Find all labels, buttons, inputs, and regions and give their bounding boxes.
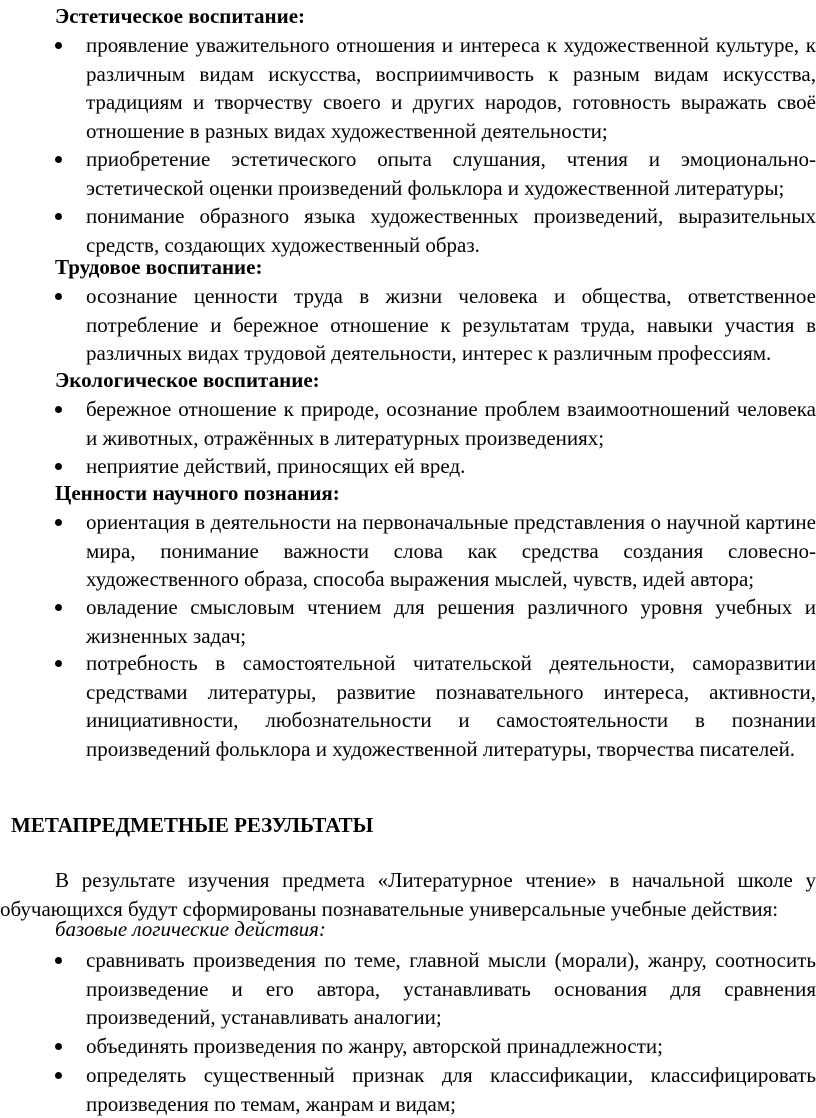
list-item-text: понимание образного языка художественных произведений, выразительных средств, создающих художественный образ. — [86, 204, 816, 257]
list-item — [55, 395, 816, 452]
page-section-title: МЕТАПРЕДМЕТНЫЕ РЕЗУЛЬТАТЫ — [11, 813, 374, 837]
section-heading-ecology: Экологическое воспитание: — [55, 368, 320, 392]
list-item — [55, 282, 816, 368]
bullet-icon — [55, 1072, 62, 1079]
bullet-icon — [55, 660, 62, 667]
list-item-text: приобретение эстетического опыта слушания, чтения и эмоционально-эстетической оценки произведений фольклора и художественной литературы; — [86, 147, 816, 200]
list-item-text: неприятие действий, приносящих ей вред. — [86, 454, 466, 478]
bullet-icon — [55, 1043, 62, 1050]
bullet-icon — [55, 957, 62, 964]
list-item-text: потребность в самостоятельной читательской деятельности, саморазвитии средствами литературы, развитие познавательного интереса, активности, инициативности, любознательности и самостоятельности в познании произведений фольклора и художественной литературы, творчества писателей. — [86, 651, 816, 761]
bullet-icon — [55, 406, 62, 413]
list-item — [55, 593, 816, 650]
bullet-icon — [55, 213, 62, 220]
bullet-icon — [55, 519, 62, 526]
intro-paragraph: В результате изучения предмета «Литературное чтение» в начальной школе у обучающихся будут сформированы познавательные универсальные учебные действия: — [0, 868, 816, 921]
list-item — [55, 202, 816, 259]
list-item-text: проявление уважительного отношения и интереса к художественной культуре, к различным видам искусства, восприимчивость к разным видам искусства, традициям и творчеству своего и других народов, готовность выражать своё отношение в разных видах художественной деятельности; — [86, 33, 816, 143]
list-item-text: объединять произведения по жанру, авторской принадлежности; — [86, 1034, 663, 1058]
bullet-icon — [55, 604, 62, 611]
list-item — [55, 1032, 816, 1061]
list-item-text: ориентация в деятельности на первоначальные представления о научной картине мира, понимание важности слова как средства создания словесно-художественного образа, способа выражения мыслей, чувств, идей автора; — [86, 510, 816, 592]
subheading-logical-actions: базовые логические действия: — [55, 917, 326, 941]
bullet-icon — [55, 293, 62, 300]
section-heading-aesthetic: Эстетическое воспитание: — [55, 4, 306, 28]
list-item — [55, 649, 816, 763]
list-item-text: бережное отношение к природе, осознание проблем взаимоотношений человека и животных, отражённых в литературных произведениях; — [86, 397, 816, 450]
list-item-text: овладение смысловым чтением для решения различного уровня учебных и жизненных задач; — [86, 595, 816, 648]
list-item — [55, 946, 816, 1032]
bullet-icon — [55, 463, 62, 470]
list-item-text: сравнивать произведения по теме, главной мысли (морали), жанру, соотносить произведение и его автора, устанавливать основания для сравнения произведений, устанавливать аналогии; — [86, 948, 816, 1030]
list-item — [55, 145, 816, 202]
list-item — [55, 31, 816, 145]
list-item — [55, 452, 816, 481]
bullet-icon — [55, 156, 62, 163]
section-heading-science: Ценности научного познания: — [55, 481, 340, 505]
bullet-icon — [55, 42, 62, 49]
section-heading-labor: Трудовое воспитание: — [55, 255, 263, 279]
list-item-text: осознание ценности труда в жизни человека и общества, ответственное потребление и бережное отношение к результатам труда, навыки участия в различных видах трудовой деятельности, интерес к различным профессиям. — [86, 284, 816, 366]
list-item — [55, 508, 816, 594]
list-item — [55, 1061, 816, 1118]
list-item-text: определять существенный признак для классификации, классифицировать произведения по темам, жанрам и видам; — [86, 1063, 816, 1116]
